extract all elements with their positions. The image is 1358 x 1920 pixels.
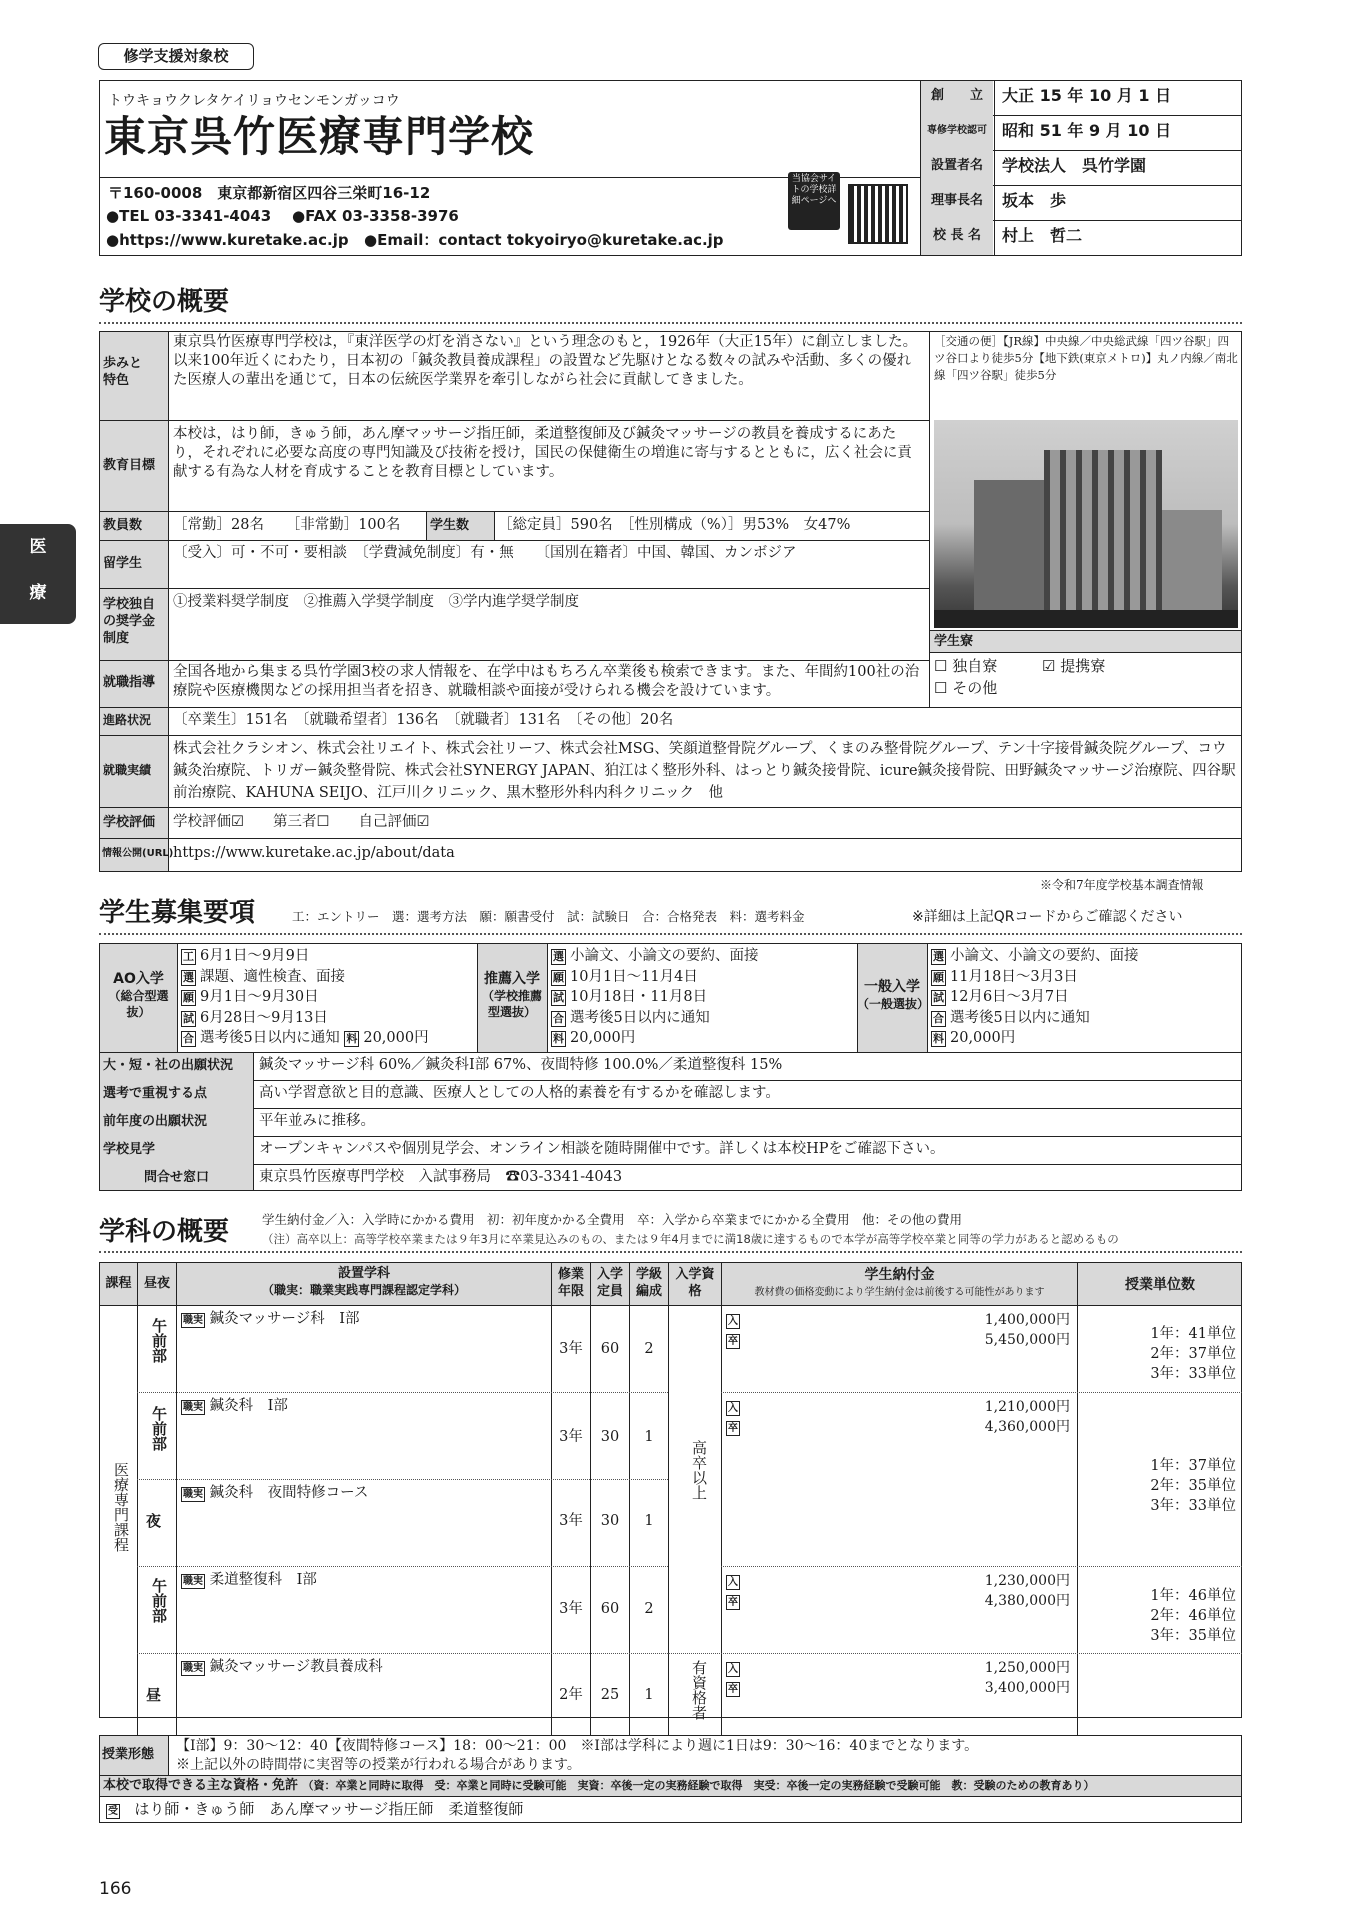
disclosure-link[interactable]: https://www.kuretake.ac.jp/about/data xyxy=(173,845,455,861)
row2-fee-marks: 入 卒 xyxy=(728,1403,738,1434)
visit-label: 学校見学 xyxy=(103,1142,156,1157)
page-number: 166 xyxy=(99,1879,132,1899)
school-web-link[interactable]: ●https://www.kuretake.ac.jp xyxy=(106,231,349,249)
depts-legend: 学生納付金／入：入学時にかかる費用 初：初年度かかる全費用 卒：入学から卒業までにかかる全費用 他：その他の費用 xyxy=(262,1212,963,1227)
ao-title: AO入学 （総合型選抜） xyxy=(108,971,169,1020)
row1-fee: 1,400,000円 5,450,000円 xyxy=(984,1312,1070,1348)
row1-time: 午前部 xyxy=(150,1318,168,1363)
row3-years: 3年 xyxy=(559,1513,583,1529)
apply-status-label: 大・短・社の出願状況 xyxy=(103,1058,234,1073)
label-history: 歩みと 特色 xyxy=(103,356,143,388)
label-teachers: 教員数 xyxy=(103,518,143,533)
label-intl: 留学生 xyxy=(103,556,143,571)
row2-capacity: 30 xyxy=(600,1429,620,1445)
access-text: ［交通の便］【JR線】中央線／中央総武線「四ツ谷駅」四ツ谷口より徒歩5分【地下鉄(東京メトロ)】丸ノ内線／南北線「四ツ谷駅」徒歩5分 xyxy=(934,334,1238,382)
row3-capacity: 30 xyxy=(600,1513,620,1529)
qual-highschool: 高卒以上 xyxy=(690,1440,708,1500)
h-class: 学級編成 xyxy=(635,1267,662,1299)
contact-text: 東京呉竹医療専門学校 入試事務局 ☎03-3341-4043 xyxy=(259,1169,623,1185)
info-founder: 学校法人 呉竹学園 xyxy=(1002,156,1147,175)
contact-label: 問合せ窓口 xyxy=(143,1170,209,1185)
row3-dept: 職実 鍼灸科 夜間特修コース xyxy=(183,1485,369,1501)
h-units: 授業単位数 xyxy=(1125,1277,1195,1293)
h-fee: 学生納付金 xyxy=(864,1267,935,1283)
info-label-founded: 創 立 xyxy=(930,88,983,103)
row4-years: 3年 xyxy=(559,1601,583,1617)
prev-year-text: 平年並みに推移。 xyxy=(259,1113,375,1129)
info-approved: 昭和 51 年 9 月 10 日 xyxy=(1002,121,1172,140)
info-label-principal: 校 長 名 xyxy=(932,228,982,243)
row4-dept: 職実 柔道整復科 Ⅰ部 xyxy=(183,1572,317,1588)
row1-capacity: 60 xyxy=(600,1341,620,1357)
depts-heading: 学科の概要 xyxy=(99,1217,230,1247)
label-job: 就職指導 xyxy=(103,675,156,690)
qr-code[interactable] xyxy=(848,184,908,244)
row4-time: 午前部 xyxy=(150,1578,168,1623)
goal-text: 本校は，はり師，きゅう師，あん摩マッサージ指圧師，柔道整復師及び鍼灸マッサージの教員を養成するにあたり，それぞれに必要な高度の専門知識及び技術を授け，国民の保健衛生の増進に寄与するとともに，広く社会に貢献する有為な人材を育成することを教育目標としています。 xyxy=(173,426,912,480)
visit-text: オープンキャンパスや個別見学会、オンライン相談を随時開催中です。詳しくは本校HPをご確認下さい。 xyxy=(259,1141,945,1157)
rec-title: 推薦入学 （学校推薦型選抜） xyxy=(481,971,542,1020)
admission-legend-note: ※詳細は上記QRコードからご確認ください xyxy=(912,909,1183,925)
row2-time: 午前部 xyxy=(150,1406,168,1451)
school-postal: 〒160-0008 東京都新宿区四谷三栄町16-12 xyxy=(108,184,431,202)
label-disclosure: 情報公開(URL) xyxy=(102,848,174,859)
scholarship-text: ①授業料奨学制度 ②推薦入学奨学制度 ③学内進学奨学制度 xyxy=(173,594,579,610)
job-text: 全国各地から集まる呉竹学園3校の求人情報を、在学中はもちろん卒業後も検索できます。また、年間約100社の治療院や医療機関などの採用担当者を招き、就職相談や面接が受けられる機会を設けています。 xyxy=(173,664,920,699)
students-text: ［総定員］590名 ［性別構成（%）］男53% 女47% xyxy=(498,517,851,533)
info-chair: 坂本 歩 xyxy=(1002,191,1067,210)
history-text: 東京呉竹医療専門学校は，『東洋医学の灯を消さない』という理念のもと，1926年（大正15年）に創立しました。以来100年近くにわたり，日本初の「鍼灸教員養成課程」の設置など先駆けとなる数々の試みや活動、多くの優れた医療人の輩出を通じて，日本の伝統医学業界を牽引しながら社会に貢献してきました。 xyxy=(173,334,918,388)
eval-text: 学校評価☑ 第三者☐ 自己評価☑ xyxy=(173,814,430,830)
row5-years: 2年 xyxy=(559,1687,583,1703)
row1-units: 1年：41単位 2年：37単位 3年：33単位 xyxy=(1150,1326,1236,1382)
row4-units: 1年：46単位 2年：46単位 3年：35単位 xyxy=(1150,1588,1236,1644)
row1-years: 3年 xyxy=(559,1341,583,1357)
row5-time: 昼 xyxy=(146,1686,162,1704)
row1-class: 2 xyxy=(644,1341,654,1357)
admission-heading: 学生募集要項 xyxy=(99,898,256,928)
school-fax: ●FAX 03-3358-3976 xyxy=(292,207,459,225)
course-name: 医療専門課程 xyxy=(112,1462,130,1552)
label-students: 学生数 xyxy=(430,518,470,533)
selection-focus-label: 選考で重視する点 xyxy=(103,1086,208,1101)
license-head: 本校で取得できる主な資格・免許 （資：卒業と同時に取得 受：卒業と同時に受験可能 実資：卒後一定の実務経験で取得 実受：卒後一定の実務経験で受験可能 教：受験のための教育あり） xyxy=(103,1778,1095,1793)
career-text: 〔卒業生〕151名 〔就職希望者〕136名 〔就職者〕131名 〔その他〕20名 xyxy=(173,712,674,728)
row3-time: 夜 xyxy=(146,1512,162,1530)
teachers-text: ［常勤］28名 ［非常勤］100名 xyxy=(173,517,401,533)
row4-fee-marks: 入 卒 xyxy=(728,1577,738,1608)
label-goal: 教育目標 xyxy=(103,458,156,473)
depts-legend-note: （注）高卒以上：高等学校卒業または９年3月に卒業見込みのもの、または９年4月までに満18歳に達するもので本学が高等学校卒業と同等の学力があると認めるもの xyxy=(262,1232,1119,1246)
row5-fee: 1,250,000円 3,400,000円 xyxy=(984,1660,1070,1696)
survey-note: ※令和7年度学校基本調査情報 xyxy=(1040,878,1204,892)
school-tel: ●TEL 03-3341-4043 xyxy=(106,207,272,225)
class-format-label: 授業形態 xyxy=(102,1747,155,1762)
license-text: 受 はり師・きゅう師 あん摩マッサージ指圧師 柔道整復師 xyxy=(108,1800,524,1818)
h-years: 修業年限 xyxy=(557,1267,584,1299)
h-dept: 設置学科 （職実：職業実践専門課程認定学科） xyxy=(261,1266,466,1297)
apply-status-text: 鍼灸マッサージ科 60%／鍼灸科Ⅰ部 67%、夜間特修 100.0%／柔道整復科 15% xyxy=(259,1057,783,1073)
h-time: 昼夜 xyxy=(143,1276,170,1291)
gen-title: 一般入学 （一般選抜） xyxy=(857,979,930,1012)
dorm-partner: ☑ 提携寮 xyxy=(1042,657,1106,675)
rec-details: 選 小論文、小論文の要約、面接 願 10月1日～11月4日 試 10月18日・11月8日 合 選考後5日以内に通知 料 20,000円 xyxy=(553,948,759,1046)
shared-units: 1年：37単位 2年：35単位 3年：33単位 xyxy=(1150,1458,1236,1514)
intl-text: 〔受入〕可・不可・要相談 〔学費減免制度〕有・無 〔国別在籍者〕中国、韓国、カンボジア xyxy=(173,545,797,561)
h-qualification: 入学資格 xyxy=(675,1267,715,1299)
ao-details: 工 6月1日～9月9日 選 課題、適性検査、面接 願 9月1日～9月30日 試 6月28日～9月13日 合 選考後5日以内に通知 料 20,000円 xyxy=(183,948,429,1046)
label-eval: 学校評価 xyxy=(103,815,156,830)
gen-details: 選 小論文、小論文の要約、面接 願 11月18日～3月3日 試 12月6日～3月7日 合 選考後5日以内に通知 料 20,000円 xyxy=(933,948,1139,1046)
row4-fee: 1,230,000円 4,380,000円 xyxy=(984,1573,1070,1609)
info-label-approved: 専修学校認可 xyxy=(927,125,987,136)
row2-fee: 1,210,000円 4,360,000円 xyxy=(984,1399,1070,1435)
row5-fee-marks: 入 卒 xyxy=(728,1664,738,1695)
class-format-2: ※上記以外の時間帯に実習等の授業が行われる場合があります。 xyxy=(176,1757,581,1773)
row4-class: 2 xyxy=(644,1601,654,1617)
admission-legend: 工：エントリー 選：選考方法 願：願書受付 試：試験日 合：合格発表 料：選考料金 xyxy=(292,909,805,924)
h-fee-note: 教材費の価格変動により学生納付金は前後する可能性があります xyxy=(754,1287,1045,1298)
row3-class: 1 xyxy=(644,1513,654,1529)
school-kana: トウキョウクレタケイリョウセンモンガッコウ xyxy=(108,93,400,109)
row5-class: 1 xyxy=(644,1687,654,1703)
h-capacity: 入学定員 xyxy=(596,1267,623,1299)
row2-dept: 職実 鍼灸科 Ⅰ部 xyxy=(183,1398,288,1414)
dorm-other: ☐ その他 xyxy=(934,679,998,697)
info-principal: 村上 哲二 xyxy=(1002,226,1083,245)
row2-years: 3年 xyxy=(559,1429,583,1445)
selection-focus-text: 高い学習意欲と目的意識、医療人としての人格的素養を有するかを確認します。 xyxy=(259,1085,780,1101)
row1-fee-marks: 入 卒 xyxy=(728,1316,738,1347)
row1-dept: 職実 鍼灸マッサージ科 Ⅰ部 xyxy=(183,1311,360,1327)
school-email-link[interactable]: ●Email：contact tokyoiryo@kuretake.ac.jp xyxy=(364,231,724,249)
label-scholarship: 学校独自 の奨学金 制度 xyxy=(103,597,156,646)
class-format-1: 【Ⅰ部】9：30～12：40【夜間特修コース】18：00～21：00 ※Ⅰ部は学科により週に1日は9：30～16：40までとなります。 xyxy=(176,1738,979,1754)
row4-capacity: 60 xyxy=(600,1601,620,1617)
info-founded: 大正 15 年 10 月 1 日 xyxy=(1002,86,1172,105)
row5-capacity: 25 xyxy=(600,1687,620,1703)
employers-text: 株式会社クラシオン、株式会社リエイト、株式会社リーフ、株式会社MSG、笑顔道整骨院グループ、くまのみ整骨院グループ、テン十字接骨鍼灸院グループ、コウ鍼灸治療院、トリガー鍼灸整骨院、株式会社SYNERGY JAPAN、狛江はく整形外科、はっとり鍼灸接骨院、icure鍼灸接骨院、田野鍼灸マッサージ治療院、四谷駅前治療院、KAHUNA SEIJO、江戸川クリニック、黒木整形外科内科クリニック 他 xyxy=(173,741,1236,801)
school-name: 東京呉竹医療専門学校 xyxy=(104,112,535,161)
row5-dept: 職実 鍼灸マッサージ教員養成科 xyxy=(183,1659,383,1675)
overview-heading: 学校の概要 xyxy=(99,287,230,317)
school-photo xyxy=(934,420,1238,628)
prev-year-label: 前年度の出願状況 xyxy=(103,1114,208,1129)
dorm-own: ☐ 独自寮 xyxy=(934,657,998,675)
info-label-chair: 理事長名 xyxy=(930,193,983,208)
qr-note: 当協会サイトの学校詳細ページへ xyxy=(788,172,840,230)
qual-licensed: 有資格者 xyxy=(690,1660,708,1720)
h-course: 課程 xyxy=(105,1276,132,1291)
label-career: 進路状況 xyxy=(103,713,152,727)
label-dorm: 学生寮 xyxy=(934,634,974,649)
side-tab: 医 療 xyxy=(0,524,76,624)
row2-class: 1 xyxy=(644,1429,654,1445)
label-employers: 就職実績 xyxy=(103,763,152,777)
support-badge: 修学支援対象校 xyxy=(98,43,254,70)
info-label-founder: 設置者名 xyxy=(930,158,983,173)
